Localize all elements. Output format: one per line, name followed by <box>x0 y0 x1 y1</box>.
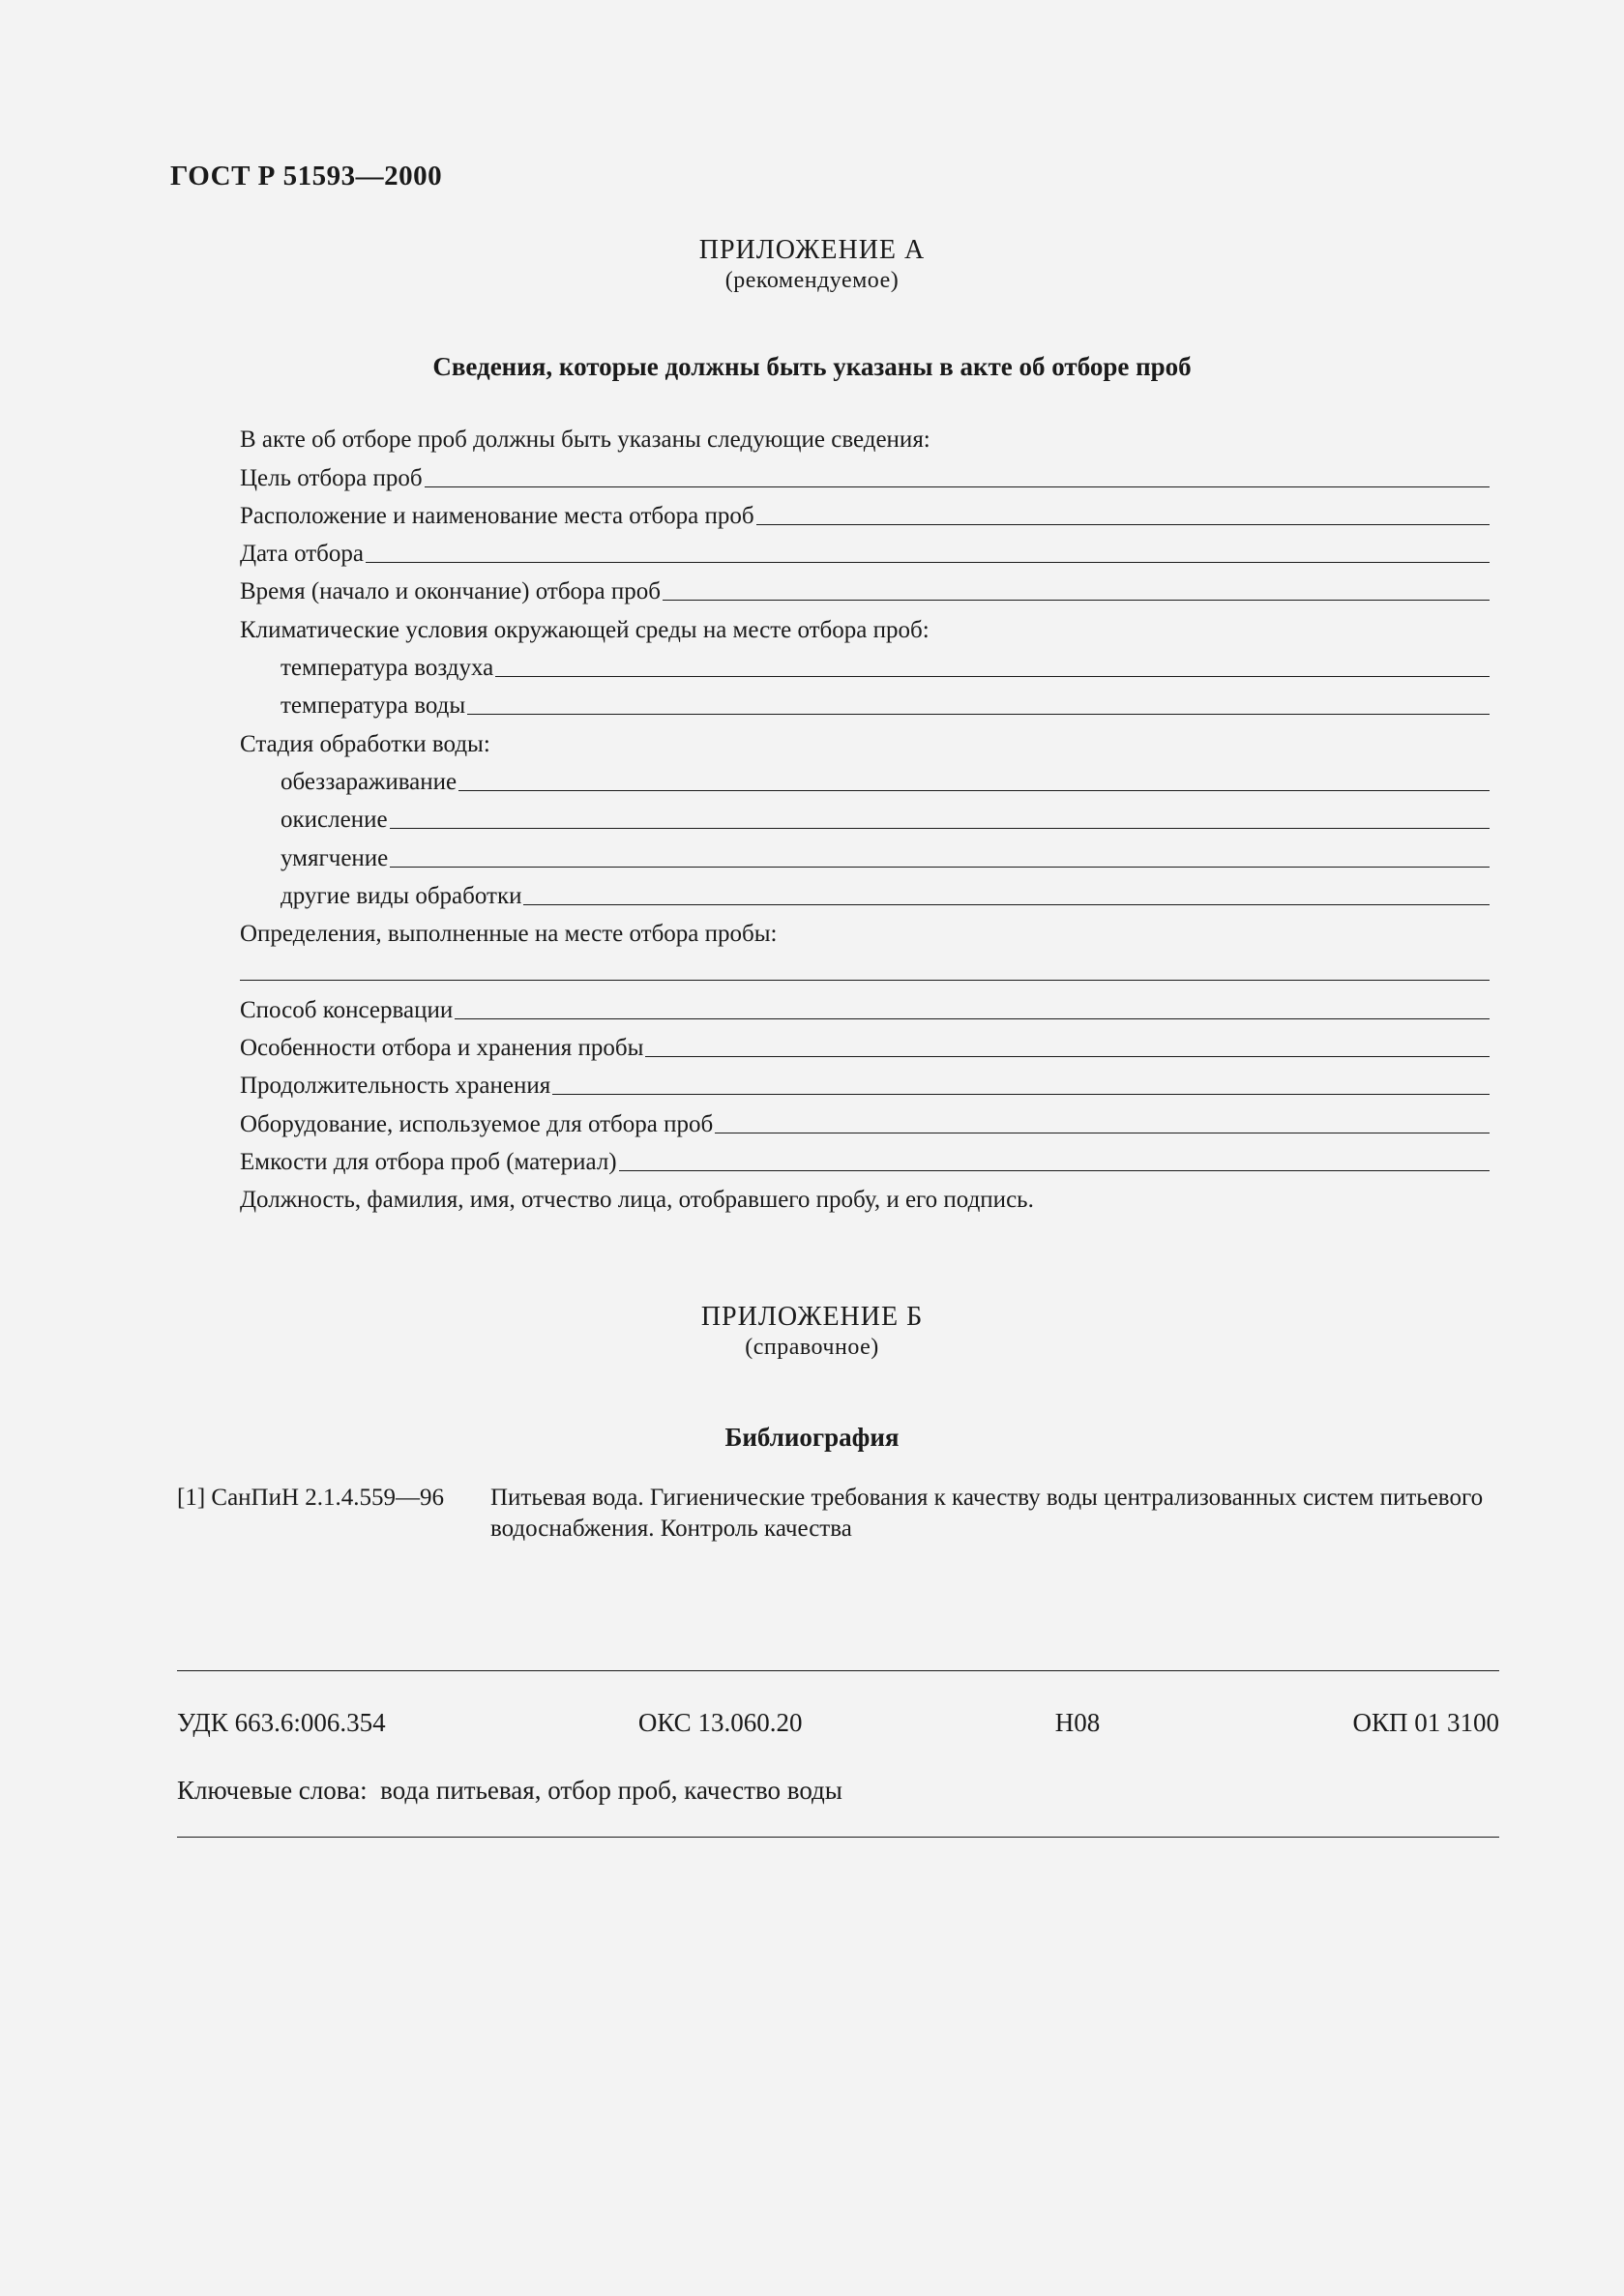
oks-code: ОКС 13.060.20 <box>637 1708 803 1737</box>
form-row-label: Дата отбора <box>240 541 364 568</box>
appendix-b-status: (справочное) <box>745 1335 879 1360</box>
form-row <box>240 949 1490 986</box>
form-row <box>240 455 1490 492</box>
form-row <box>240 1177 1490 1215</box>
form-row-label: окисление <box>281 807 388 834</box>
form-row <box>240 721 1490 758</box>
appendix-b-title: ПРИЛОЖЕНИЕ Б <box>700 1302 924 1332</box>
appendix-a-title: ПРИЛОЖЕНИЕ А <box>698 235 926 265</box>
okp-code: ОКП 01 3100 <box>1352 1708 1499 1737</box>
form-row <box>240 759 1490 797</box>
form-fill-line <box>455 1018 1490 1019</box>
group-code: Н08 <box>1054 1708 1101 1737</box>
classification-codes <box>177 1708 1499 1738</box>
form-fill-line <box>523 904 1490 905</box>
form-row <box>240 569 1490 606</box>
form-fill-line <box>390 828 1490 829</box>
appendix-b-header <box>0 1302 1624 1361</box>
form-fill-line <box>467 714 1490 715</box>
appendix-a-header <box>0 235 1624 294</box>
footer-divider-top <box>177 1670 1499 1671</box>
form-row-label: Цель отбора проб <box>240 464 423 491</box>
keywords: Ключевые слова: вода питьевая, отбор проб, качество воды <box>177 1776 842 1805</box>
form-row-label: Продолжительность хранения <box>240 1073 551 1100</box>
form-fill-line <box>495 676 1490 677</box>
form-row <box>240 645 1490 683</box>
form-row-label: Климатические условия окружающей среды на месте отбора проб: <box>240 616 930 643</box>
form-row-label: обеззараживание <box>281 768 458 795</box>
form-row-label: температура воздуха <box>281 655 494 682</box>
sampling-act-form <box>240 417 1490 1215</box>
form-row-label: Расположение и наименование места отбора проб <box>240 502 754 529</box>
form-row-label: Способ консервации <box>240 996 454 1023</box>
form-fill-line <box>663 600 1490 601</box>
form-row <box>240 797 1490 835</box>
footer-divider-bottom <box>177 1837 1499 1838</box>
document-id: ГОСТ Р 51593—2000 <box>170 161 443 191</box>
form-fill-line <box>645 1056 1490 1057</box>
form-row-label: Время (начало и окончание) отбора проб <box>240 578 661 605</box>
form-row <box>240 606 1490 644</box>
form-row <box>240 493 1490 531</box>
form-row-label: другие виды обработки <box>281 882 522 909</box>
appendix-a-status: (рекомендуемое) <box>724 268 900 293</box>
form-row-label: температура воды <box>281 692 466 720</box>
udk-code: УДК 663.6:006.354 <box>177 1708 386 1737</box>
form-row-label: В акте об отборе проб должны быть указаны следующие сведения: <box>240 427 930 454</box>
form-fill-line <box>619 1170 1490 1171</box>
form-row <box>240 531 1490 569</box>
form-fill-line <box>552 1094 1490 1095</box>
form-fill-line <box>756 524 1490 525</box>
form-row-label: Особенности отбора и хранения пробы <box>240 1035 644 1062</box>
form-row <box>240 1139 1490 1177</box>
bibliography-ref: [1] СанПиН 2.1.4.559—96 <box>177 1485 445 1511</box>
form-row <box>240 683 1490 721</box>
form-row-label: Должность, фамилия, имя, отчество лица, отобравшего пробу, и его подпись. <box>240 1187 1034 1214</box>
form-row <box>240 873 1490 911</box>
form-row-label: Стадия обработки воды: <box>240 730 490 757</box>
bibliography-heading: Библиография <box>724 1423 900 1452</box>
bibliography-entry <box>177 1483 1497 1545</box>
form-row-label: Емкости для отбора проб (материал) <box>240 1148 617 1175</box>
form-fill-line <box>425 486 1490 487</box>
bibliography-text: Питьевая вода. Гигиенические требования к качеству воды централизованных систем питьевого водоснабжения. Контроль качества <box>490 1485 1484 1542</box>
appendix-a-heading: Сведения, которые должны быть указаны в акте об отборе проб <box>432 352 1192 381</box>
form-fill-line <box>240 980 1490 981</box>
form-row <box>240 417 1490 455</box>
form-row <box>240 1025 1490 1063</box>
form-row <box>240 1101 1490 1138</box>
form-row-label: Оборудование, используемое для отбора проб <box>240 1110 714 1137</box>
form-fill-line <box>366 562 1490 563</box>
form-row <box>240 986 1490 1024</box>
form-row <box>240 835 1490 872</box>
form-row <box>240 1063 1490 1101</box>
form-row-label: Определения, выполненные на месте отбора пробы: <box>240 921 778 948</box>
form-fill-line <box>458 790 1490 791</box>
form-row <box>240 911 1490 949</box>
form-row-label: умягчение <box>281 844 389 871</box>
form-fill-line <box>390 867 1490 868</box>
